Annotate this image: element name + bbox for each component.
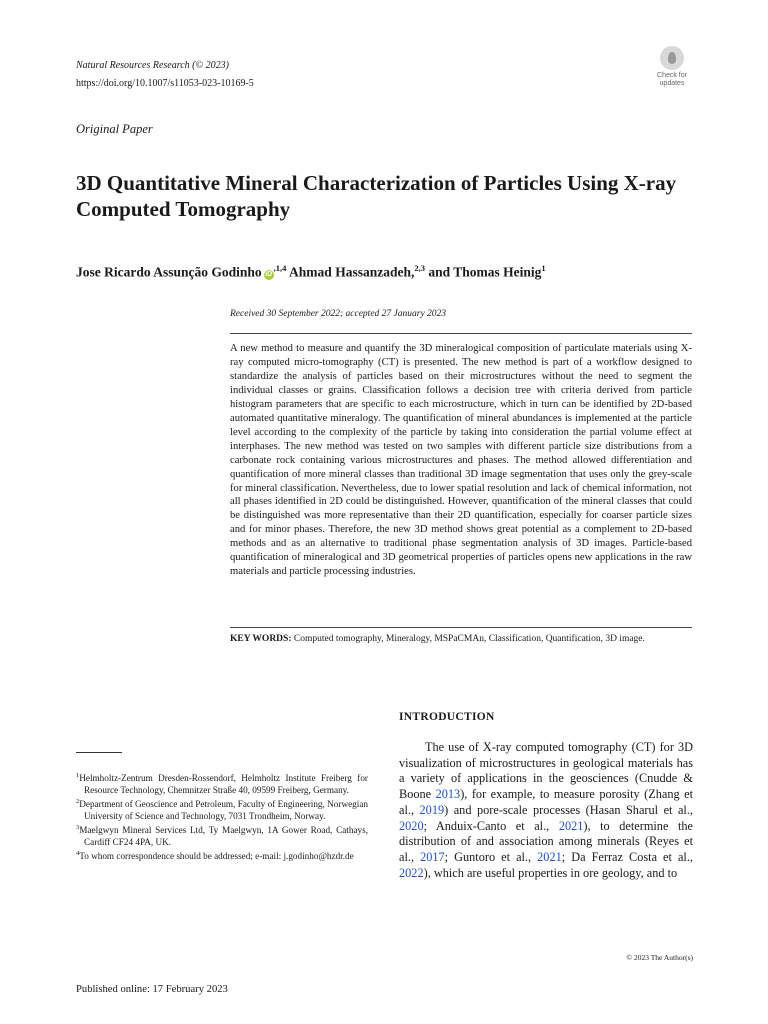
- author-affiliation-sup: ,1,4: [273, 263, 287, 273]
- abstract-top-rule: [230, 333, 692, 334]
- introduction-paragraph: [399, 740, 693, 881]
- author-affiliation-sup: 1: [541, 263, 546, 273]
- citation-link[interactable]: 2022: [399, 865, 424, 880]
- citation-link[interactable]: 2021: [558, 818, 584, 833]
- paper-type: Original Paper: [76, 122, 153, 136]
- introduction-heading: INTRODUCTION: [399, 711, 495, 723]
- citation-link[interactable]: 2021: [537, 849, 562, 864]
- intro-text: ; Guntoro et al.,: [444, 849, 538, 864]
- intro-text: The use of X-ray computed tomography (CT) for 3D visualization of microstructures in geological materials has a variety of applications in the geosciences (Cnudde & Boone: [399, 740, 693, 802]
- intro-text: ), to determine the distribution of and association among minerals (Reyes et al.,: [399, 818, 693, 864]
- orcid-icon[interactable]: iD: [265, 270, 273, 278]
- footnote-number: 4: [76, 850, 80, 858]
- footnote-text: Helmholtz-Zentrum Dresden-Rossendorf, Helmholtz Institute Freiberg for Resource Technology, Chemnitzer Straße 40, 09599 Freiberg, Germany.: [79, 773, 368, 796]
- footnote: [76, 796, 368, 822]
- author-hassanzadeh[interactable]: Ahmad Hassanzadeh,: [286, 264, 415, 280]
- citation-link[interactable]: 2013: [435, 787, 461, 802]
- intro-text: ; Da Ferraz Costa et al.,: [561, 849, 693, 864]
- copyright-notice: © 2023 The Author(s): [626, 953, 693, 962]
- keywords-list: Computed tomography, Mineralogy, MSPaCMAn, Classification, Quantification, 3D image.: [291, 634, 645, 644]
- footnote-text: Maelgwyn Mineral Services Ltd, Ty Maelgwyn, 1A Gower Road, Cathays, Cardiff CF24 4PA, UK.: [79, 825, 368, 848]
- citation-link[interactable]: 2017: [420, 849, 445, 864]
- author-heinig[interactable]: and Thomas Heinig: [424, 264, 542, 280]
- citation-link[interactable]: 2019: [419, 802, 445, 817]
- keywords: [230, 633, 692, 645]
- intro-text: ), for example, to measure porosity (Zhang et al.,: [399, 787, 693, 817]
- badge-label: [652, 72, 692, 88]
- author-list: [76, 258, 716, 283]
- abstract-text: A new method to measure and quantify the 3D mineralogical composition of particulate materials using X-ray computed micro-tomography (CT) is presented. The new method is part of a workflow designed to standardize the analysis of particles based on their microstructures without the need to segment the individual classes or grains. Classification follows a decision tree with criteria derived from particle histogram parameters that are specific to each microstructure, which in turn can be identified by 2D-based automated quantitative mineralogy. The quantification of mineral abundances is implemented at the particle level according to the complexity of the particle by taking into consideration the partial volume effect at interphases. The new method was tested on two samples with different particle size distributions from a carbonate rock containing various microstructures and phases. The method allowed differentiation and quantification of more mineral classes than traditional 3D image segmentation that uses only the grey-scale for mineral classification. Nevertheless, due to lower spatial resolution and lack of chemical information, not all phases identified in 2D could be distinguished. However, quantification of the mineral classes that could be distinguished was more representative than their 2D quantification, especially for coarser particle sizes and for minor phases. Therefore, the new 3D method shows great potential as a complement to 2D-based methods and as an alternative to traditional phase segmentation analysis of 3D images. Particle-based quantification of mineralogical and 3D geometrical properties of particles opens new applications in the raw materials and particle processing industries.: [230, 343, 692, 578]
- intro-text: ; Anduix-Canto et al.,: [423, 818, 559, 833]
- citation-link[interactable]: 2020: [399, 818, 424, 833]
- footnote-number: 1: [76, 772, 80, 779]
- intro-text: ), which are useful properties in ore geology, and to: [423, 865, 678, 880]
- keywords-label: KEY WORDS:: [230, 634, 292, 644]
- bookmark-icon: [660, 46, 684, 70]
- abstract-bottom-rule: [230, 627, 692, 628]
- check-for-updates-badge[interactable]: [652, 46, 692, 90]
- footnote-text: To whom correspondence should be addressed; e-mail: j.godinho@hzdr.de: [79, 851, 354, 862]
- introduction-body: [399, 740, 693, 881]
- badge-line-1: Check for: [657, 72, 687, 79]
- badge-line-2: updates: [659, 80, 685, 87]
- footnote-number: 2: [76, 798, 80, 806]
- journal-name: Natural Resources Research (© 2023): [76, 60, 229, 71]
- footnote-rule: [76, 752, 122, 753]
- received-dates: Received 30 September 2022; accepted 27 January 2023: [230, 309, 447, 319]
- footnote: [76, 770, 368, 796]
- footnote-text: Department of Geoscience and Petroleum, Faculty of Engineering, Norwegian University of Science and Technology, 7031 Trondheim, Norway.: [79, 799, 368, 822]
- footnote: [76, 822, 368, 848]
- paper-title: 3D Quantitative Mineral Characterization of Particles Using X-ray Computed Tomography: [76, 171, 677, 221]
- doi-link[interactable]: https://doi.org/10.1007/s11053-023-10169-5: [76, 78, 254, 89]
- footnote: [76, 848, 368, 862]
- author-godinho[interactable]: Jose Ricardo Assunção Godinho: [76, 264, 262, 280]
- affiliation-footnotes: [76, 770, 368, 862]
- author-affiliation-sup: 2,3: [414, 263, 425, 273]
- intro-text: ) and pore-scale processes (Hasan Sharul et al.,: [444, 802, 693, 817]
- footnote-number: 3: [76, 824, 80, 832]
- published-date: Published online: 17 February 2023: [76, 984, 228, 995]
